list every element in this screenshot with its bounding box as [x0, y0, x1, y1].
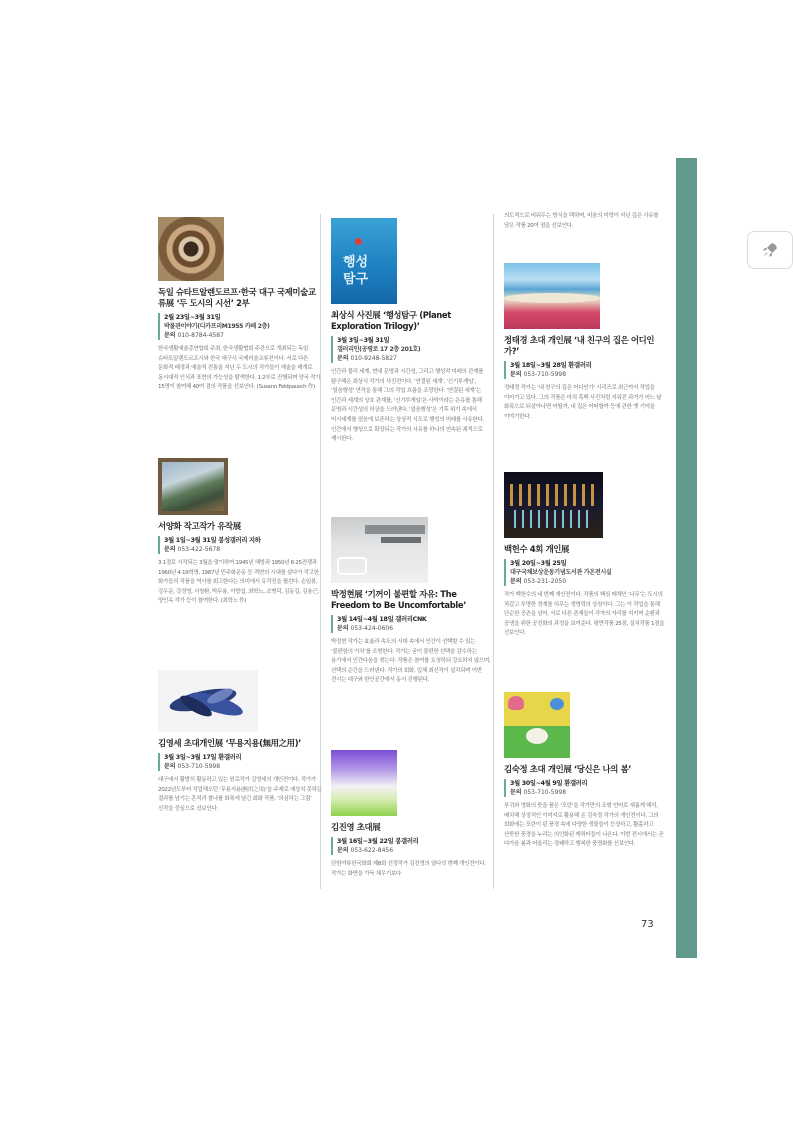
exhibition-date: 3월 3일~3월 17일 환갤러리	[164, 754, 242, 761]
contact-label: 문의	[164, 763, 176, 770]
exhibition-venue: 갤러리인(공평로 17 2층 201호)	[337, 346, 421, 353]
exhibition-title: 서양화 작고작가 유작展	[158, 521, 241, 531]
exhibition-contact	[510, 788, 669, 797]
artwork-thumbnail	[158, 670, 258, 732]
artwork-thumbnail	[331, 750, 397, 816]
exhibition-description: 대구에서 활발히 활동하고 있는 원로작가 김영세의 개인전이다. 작가가 2022년도부터 작업해오던 ‘무용지용(無用之用)’을 주제로 예상치 못하는 결과를 남기는 흔적과 찰나를 화폭에 남긴 회화 작품, ‘의심하는 그림’ 신작을 중심으로 선보인다.	[158, 777, 322, 812]
exhibition-description: 박정현 작가는 효율과 속도의 시대 속에서 인간이 선택할 수 있는 ‘불편함의 가치’를 조명한다. 작가는 굳이 불편한 선택을 감수하는 용기에서 인간다움을 찾는다. 작품은 참여를 요청하되 강요하지 않으며, 선택의 순간을 드러낸다. 작가의 회화, 입체 최신작이 설치되며 이번 전시는 대구와 한인공간에서 동시 진행된다.	[331, 639, 491, 684]
exhibition-title: 독일 슈타트알렌도르프·한국 대구 국제미술교류展 ‘두 도시의 시선’ 2부	[158, 287, 316, 308]
exhibition-title: 김숙정 초대 개인展 ‘당신은 나의 봄’	[504, 764, 632, 774]
artwork-thumbnail	[158, 458, 228, 515]
exhibition-description: 3·1절로 시작되는 3월을 맞이하여 1945년 해방과 1950년 6·25전쟁과 1960년 4·19혁명, 1987년 민주화운동 등 격변의 시대를 살다가 작고한 화가들의 작품을 역사를 회고한다는 의미에서 유작전을 펼친다. 손일봉, 강우문, 강정영, 서창환, 박무용, 이향섭, 최학노, 조병덕, 김동길, 김용근, 양인옥 작가 등이 참여한다. (최학노 作)	[158, 560, 319, 605]
contact-label: 문의	[164, 332, 176, 339]
exhibition-title: 박정현展 ‘기꺼이 불편할 자유: The Freedom to Be Uncomfortable’	[331, 589, 467, 610]
exhibition-entry	[504, 692, 669, 850]
exhibition-contact	[337, 354, 496, 363]
rocket-icon	[761, 241, 779, 259]
exhibition-date: 3월 18일~3월 28일 환갤러리	[510, 362, 592, 369]
exhibition-entry	[331, 750, 496, 879]
exhibition-meta	[504, 559, 669, 586]
exhibition-entry	[331, 517, 496, 686]
exhibition-date: 3월 16일~3월 22일 봉갤러리	[337, 838, 419, 845]
contact-number: 010-8784-4587	[177, 332, 224, 339]
exhibition-title: 김진영 초대展	[331, 822, 381, 832]
contact-number: 053-622-8456	[350, 847, 394, 854]
exhibition-entry	[158, 670, 323, 814]
exhibition-continuation	[504, 212, 669, 231]
exhibition-title: 정태경 초대 개인展 ‘내 친구의 집은 어디인가?’	[504, 335, 655, 356]
exhibition-entry	[504, 472, 669, 639]
artwork-thumbnail	[504, 472, 603, 538]
exhibition-description: 인간과 물리 세계, 현대 문명과 시간성, 그리고 행성적 미래의 관계를 탐구해온 최상식 작가의 사진전이다. ‘연결된 세계’, ‘신기루게임’, ‘얼음행성’ 연작을 통해 그의 작업 흐름을 조망한다. ‘연결된 세계’는 인간과 세계의 상호 관계를, ‘신기루게임’은 사막이라는 은유를 통해 문명과 시간성의 허상을 드러낸다. ‘얼음행성’은 기후 위기 속에서 미시세계를 얼음에 보존하는 상상적 시도로 행성의 미래를 사유한다. 인간에서 행성으로 확장되는 작가의 사유를 하나의 연속된 궤적으로 제시한다.	[331, 369, 484, 443]
exhibition-date: 2월 23일~3월 31일	[164, 314, 221, 321]
exhibition-entry	[158, 458, 323, 607]
contact-label: 문의	[337, 355, 349, 362]
exhibition-entry	[331, 218, 496, 445]
page-number: 73	[641, 919, 654, 930]
exhibition-title: 최상식 사진展 ‘행성탐구 (Planet Exploration Trilogy)’	[331, 310, 451, 331]
exhibition-contact	[164, 545, 323, 554]
exhibition-description: 의도적으로 비워두는 방식을 택하며, 비움의 미학이 지닌 깊은 사유를 담은 작품 20여 점을 선보인다.	[504, 213, 659, 229]
exhibition-meta	[504, 361, 669, 379]
exhibition-contact	[337, 846, 496, 855]
contact-label: 문의	[510, 371, 522, 378]
exhibition-description: 부귀와 영화의 뜻을 품은 ‘모란’을 작가만의 조형 언어로 새롭게 해석, 배치해 상징적인 이미지로 활용해 온 김숙정 작가의 개인전이다. 그의 회화에는 모란이 핀 풍경 속에 다양한 생물들이 등장하고, 활홀하고 산뜻한 풍경을 누리는 의인화된 캐릭터들이 나온다. 이번 전시에서는 곧 다가올 봄과 어울리는 경쾌하고 행복한 풍경화를 선보인다.	[504, 803, 664, 848]
artwork-thumbnail	[504, 263, 600, 329]
contact-number: 053-710-5998	[523, 371, 567, 378]
exhibition-meta	[504, 779, 669, 797]
exhibition-meta	[158, 536, 323, 554]
exhibition-meta	[158, 313, 323, 340]
contact-label: 문의	[337, 625, 349, 632]
page-edge-bar	[676, 158, 697, 958]
exhibition-meta	[158, 753, 323, 771]
exhibition-meta	[331, 615, 496, 633]
exhibition-description: 단원여류한국화회 제8회 선정작가 김진영의 열다섯 번째 개인전이다. 작가는 화면을 가득 채우기보다	[331, 861, 486, 877]
exhibition-contact	[510, 370, 669, 379]
contact-label: 문의	[510, 578, 522, 585]
artwork-thumbnail	[504, 692, 570, 758]
exhibition-date: 3월 3일~3월 31일	[337, 337, 390, 344]
exhibition-entry	[158, 217, 323, 393]
contact-label: 문의	[510, 789, 522, 796]
exhibition-meta	[331, 837, 496, 855]
contact-number: 053-422-5678	[177, 546, 221, 553]
contact-number: 053-710-5998	[177, 763, 221, 770]
exhibition-description: 정태경 작가는 ‘내 친구의 집은 어디인가’ 시리즈로 최근까지 작업을 이어가고 있다. 그의 작품은 마치 흑백 사진처럼 지워진 과거가 어느 날 화폭으로 되살아나면 어떨까, 내 집은 어떠할까 등에 관한 옛 기억을 이야기한다.	[504, 385, 662, 420]
exhibition-meta	[331, 336, 496, 363]
contact-label: 문의	[337, 847, 349, 854]
artwork-thumbnail	[158, 217, 224, 281]
artwork-thumbnail	[331, 517, 428, 583]
contact-number: 053-710-5998	[523, 789, 567, 796]
exhibition-date: 3월 30일~4월 9일 환갤러리	[510, 780, 588, 787]
exhibition-venue: 대구국채보상운동기념도서관 가온전시실	[510, 569, 612, 576]
exhibition-contact	[164, 762, 323, 771]
exhibition-contact	[337, 624, 496, 633]
exhibition-title: 백헌수 4회 개인展	[504, 544, 570, 554]
exhibition-contact	[510, 577, 669, 586]
artwork-illustration	[158, 670, 258, 732]
artwork-thumbnail: 행성 탐구	[331, 218, 397, 304]
exhibition-date: 3월 20일~3월 25일	[510, 560, 567, 567]
exhibition-entry	[504, 263, 669, 422]
contact-number: 053-424-0606	[350, 625, 394, 632]
contact-number: 010-9248-5827	[350, 355, 397, 362]
exhibition-title: 김영세 초대개인展 ‘무용지용(無用之用)’	[158, 738, 302, 748]
contact-label: 문의	[164, 546, 176, 553]
exhibition-date: 3월 14일~4월 18일 갤러리CNK	[337, 616, 427, 623]
exhibition-venue: 박물관이야기(디카프리M1955 카페 2층)	[164, 323, 270, 330]
exhibition-date: 3월 1일~3월 31일 봉성갤러리 지하	[164, 537, 261, 544]
exhibition-description: 작가 백헌수의 네 번째 개인전이다. 작품의 핵심 매체인 ‘나무’는 도시의 차갑고 투명한 경계를 허무는 생명력의 상징이다. 그는 이 작업을 통해 단순한 공존을 넘어, 서로 다른 존재들이 각자의 자리를 지키며 순환과 공생을 위한 공진화의 과정을 보여준다. 평면작품 25점, 설치작품 1점을 선보인다.	[504, 592, 665, 637]
exhibition-description: 한국생활예술총연합회 주최, 한국생활협회 주관으로 개최되는 독일 슈타트알렌도르프시와 한국 대구시 국제미술교류전이다. 서로 다른 문화적 배경과 예술적 전통을 지닌 두 도시의 작가들이 예술을 매개로 동시대적 인식과 표현의 가능성을 탐색한다. 1·2부로 진행되며 양국 작가 15명이 참여해 40여 점의 작품을 선보인다. (Susann Feldpausch 作)	[158, 346, 321, 391]
contact-number: 053-231-2050	[523, 578, 567, 585]
exhibition-contact	[164, 331, 323, 340]
share-button[interactable]	[747, 231, 793, 269]
